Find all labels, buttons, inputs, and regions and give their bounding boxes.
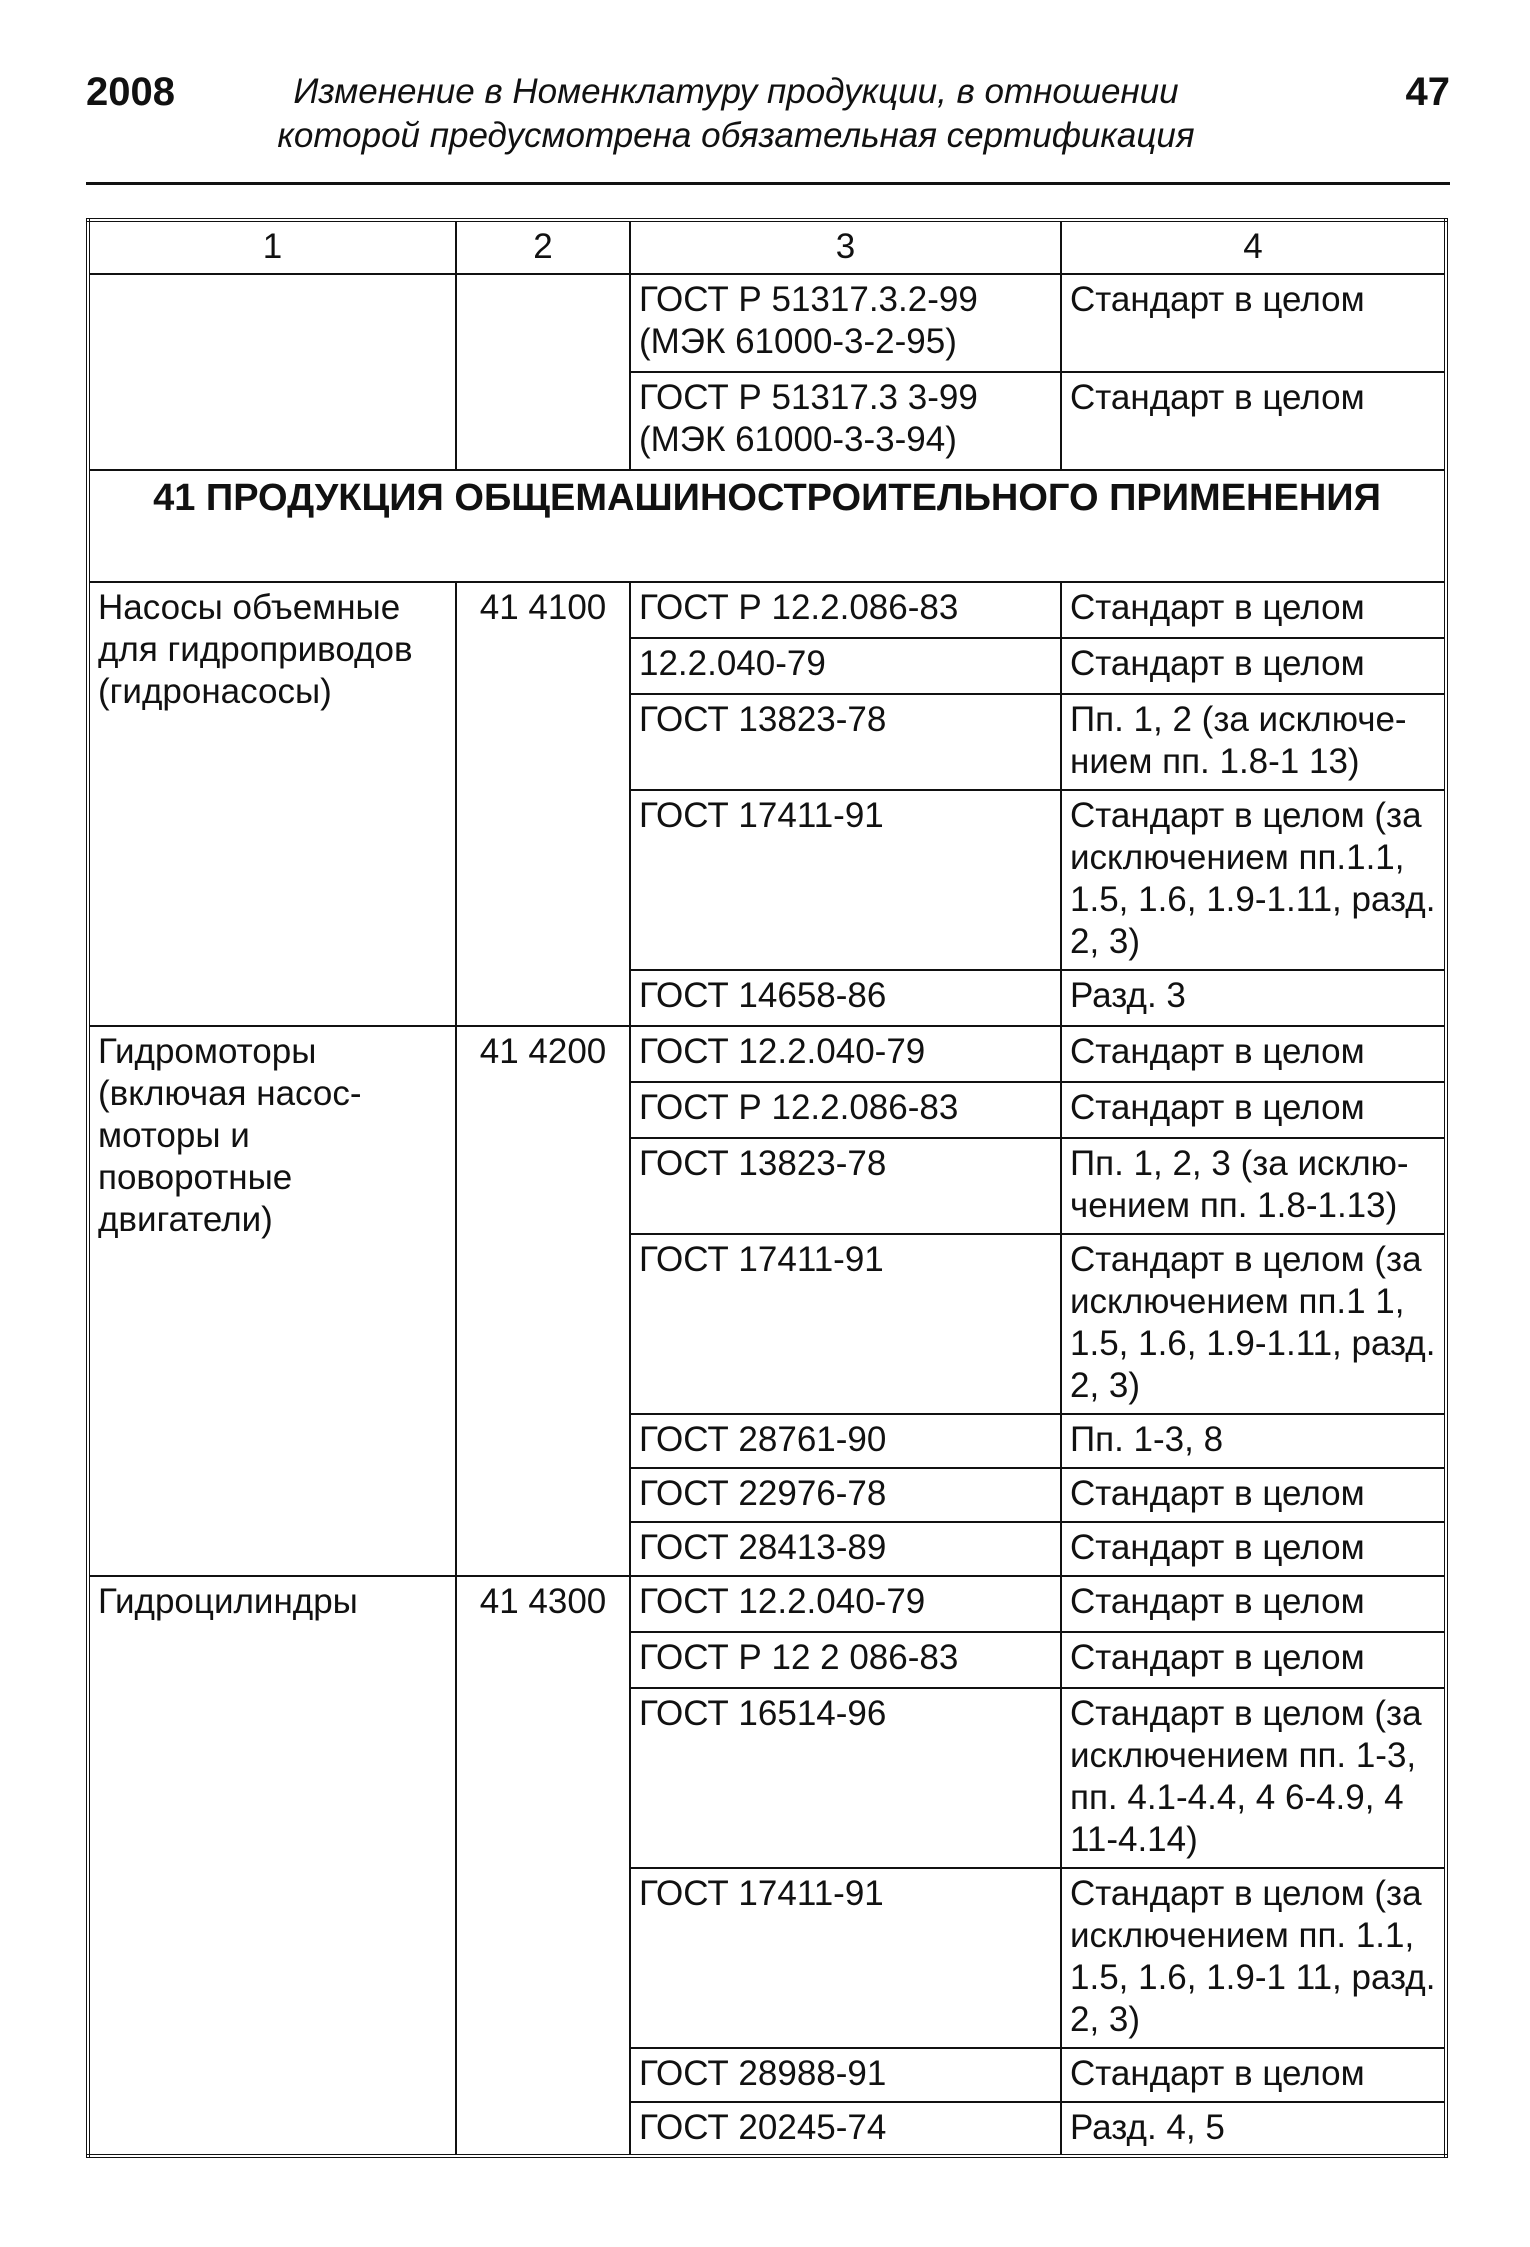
scope-cell: Разд. 4, 5 <box>1061 2102 1446 2156</box>
table-row <box>88 582 1446 638</box>
header-title-line-2: которой предусмотрена обязательная сертификация <box>277 116 1195 155</box>
scope-cell: Пп. 1, 2, 3 (за исклю-чением пп. 1.8-1.13) <box>1061 1138 1446 1234</box>
standard-cell: ГОСТ 20245-74 <box>630 2102 1061 2156</box>
header-divider <box>86 182 1450 185</box>
standard-cell: 12.2.040-79 <box>630 638 1061 694</box>
scope-cell: Стандарт в целом <box>1061 1632 1446 1688</box>
scope-cell: Стандарт в целом <box>1061 1468 1446 1522</box>
code-cell-empty <box>456 274 630 470</box>
section-row <box>88 470 1446 582</box>
scope-cell: Стандарт в целом <box>1061 582 1446 638</box>
column-number-1: 1 <box>88 220 456 274</box>
standard-cell: ГОСТ 13823-78 <box>630 1138 1061 1234</box>
standard-cell: ГОСТ 13823-78 <box>630 694 1061 790</box>
standard-cell: ГОСТ Р 12.2.086-83 <box>630 582 1061 638</box>
product-name: Гидроцилиндры <box>88 1576 456 2156</box>
standard-cell: ГОСТ 28988-91 <box>630 2048 1061 2102</box>
product-name: Гидромоторы (включая насос-моторы и поворотные двигатели) <box>88 1026 456 1576</box>
scope-cell: Стандарт в целом <box>1061 1026 1446 1082</box>
standard-cell: ГОСТ 28761-90 <box>630 1414 1061 1468</box>
certification-table <box>86 218 1448 2158</box>
product-code: 41 4300 <box>456 1576 630 2156</box>
standard-cell: ГОСТ 17411-91 <box>630 790 1061 970</box>
scope-cell: Стандарт в целом <box>1061 1576 1446 1632</box>
column-number-3: 3 <box>630 220 1061 274</box>
scope-cell: Стандарт в целом (за исключением пп. 1.1, 1.5, 1.6, 1.9-1 11, разд. 2, 3) <box>1061 1868 1446 2048</box>
column-number-row <box>88 220 1446 274</box>
column-number-2: 2 <box>456 220 630 274</box>
product-code: 41 4200 <box>456 1026 630 1576</box>
table-row <box>88 1026 1446 1082</box>
product-code: 41 4100 <box>456 582 630 1026</box>
scope-cell: Стандарт в целом <box>1061 372 1446 470</box>
standard-cell: ГОСТ 12.2.040-79 <box>630 1576 1061 1632</box>
scope-cell: Стандарт в целом <box>1061 1522 1446 1576</box>
product-name: Насосы объемные для гидроприводов (гидронасосы) <box>88 582 456 1026</box>
standard-cell: ГОСТ 28413-89 <box>630 1522 1061 1576</box>
scope-cell: Стандарт в целом (за исключением пп.1 1, 1.5, 1.6, 1.9-1.11, разд. 2, 3) <box>1061 1234 1446 1414</box>
standard-cell: ГОСТ 22976-78 <box>630 1468 1061 1522</box>
scope-cell: Стандарт в целом (за исключением пп. 1-3, пп. 4.1-4.4, 4 6-4.9, 4 11-4.14) <box>1061 1688 1446 1868</box>
table-row <box>88 1576 1446 1632</box>
standard-cell: ГОСТ Р 51317.3 3-99 (МЭК 61000-3-3-94) <box>630 372 1061 470</box>
scope-cell: Стандарт в целом <box>1061 274 1446 372</box>
standard-cell: ГОСТ Р 12 2 086-83 <box>630 1632 1061 1688</box>
page-number: 47 <box>1405 70 1450 114</box>
page-header <box>86 70 1450 190</box>
scope-cell: Стандарт в целом <box>1061 2048 1446 2102</box>
scope-cell: Пп. 1-3, 8 <box>1061 1414 1446 1468</box>
standard-cell: ГОСТ 17411-91 <box>630 1868 1061 2048</box>
product-cell-empty <box>88 274 456 470</box>
scope-cell: Разд. 3 <box>1061 970 1446 1026</box>
header-title <box>236 70 1236 158</box>
standard-cell: ГОСТ 17411-91 <box>630 1234 1061 1414</box>
scope-cell: Пп. 1, 2 (за исключе-нием пп. 1.8-1 13) <box>1061 694 1446 790</box>
header-title-line-1: Изменение в Номенклатуру продукции, в отношении <box>293 72 1179 111</box>
standard-cell: ГОСТ 14658-86 <box>630 970 1061 1026</box>
header-year: 2008 <box>86 70 175 114</box>
standard-cell: ГОСТ 12.2.040-79 <box>630 1026 1061 1082</box>
scope-cell: Стандарт в целом <box>1061 1082 1446 1138</box>
standard-cell: ГОСТ Р 12.2.086-83 <box>630 1082 1061 1138</box>
scope-cell: Стандарт в целом <box>1061 638 1446 694</box>
standard-cell: ГОСТ 16514-96 <box>630 1688 1061 1868</box>
scope-cell: Стандарт в целом (за исключением пп.1.1, 1.5, 1.6, 1.9-1.11, разд. 2, 3) <box>1061 790 1446 970</box>
column-number-4: 4 <box>1061 220 1446 274</box>
table-row <box>88 274 1446 372</box>
section-title: 41 ПРОДУКЦИЯ ОБЩЕМАШИНОСТРОИТЕЛЬНОГО ПРИМЕНЕНИЯ <box>88 470 1446 582</box>
standard-cell: ГОСТ Р 51317.3.2-99 (МЭК 61000-3-2-95) <box>630 274 1061 372</box>
